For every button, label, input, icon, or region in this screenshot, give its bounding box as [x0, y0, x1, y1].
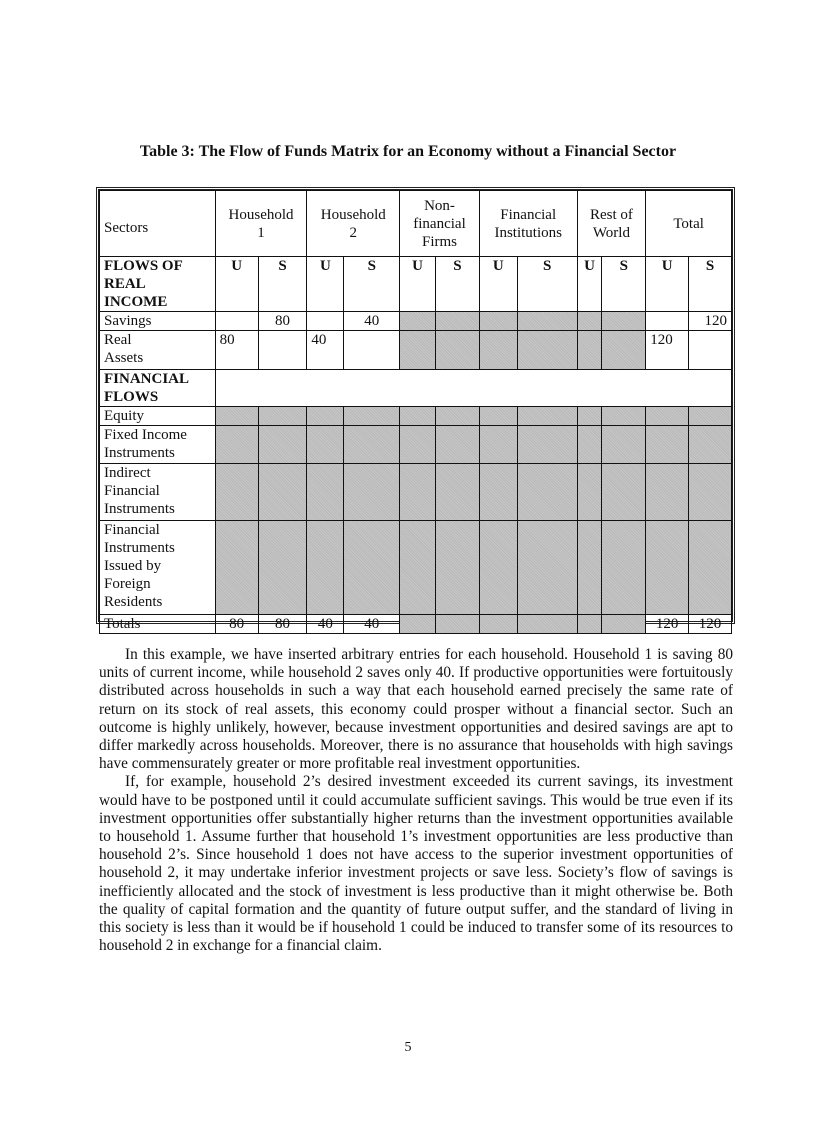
cell: 80 [258, 615, 307, 634]
shaded-cell [646, 407, 689, 426]
shaded-cell [400, 521, 436, 615]
col-label-line: 2 [349, 224, 358, 241]
shaded-cell [258, 521, 307, 615]
shaded-cell [577, 407, 602, 426]
source-header: S [344, 257, 400, 312]
shaded-cell [400, 426, 436, 464]
col-label-line: financial [413, 215, 466, 232]
shaded-cell [215, 521, 258, 615]
shaded-cell [689, 464, 732, 521]
table-row-totals [100, 615, 732, 634]
cell [307, 312, 344, 331]
col-label-line: Household [228, 206, 294, 223]
cell: 40 [344, 312, 400, 331]
cell: 80 [215, 615, 258, 634]
shaded-cell [307, 464, 344, 521]
shaded-cell [689, 407, 732, 426]
shaded-cell [400, 312, 436, 331]
paragraph: If, for example, household 2’s desired investment exceeded its current savings, its investment would have to be postponed until it could accumulate sufficient savings. This would be true even if its investment opportunities offer substantially higher returns than the investment opportunities available to household 1. Assume further that household 1’s investment opportunities are less productive than household 2’s. Since household 1 does not have access to the superior investment opportunities of household 2, it may undertake inferior investment projects or save less. Society’s flow of savings is inefficiently allocated and the stock of investment is less productive than it might otherwise be. Both the quality of capital formation and the quantity of future output suffer, and the standard of living in this society is less than it would be if household 1 could be induced to transfer some of its resources to household 2 in exchange for a financial claim. [99, 773, 733, 955]
blank-section-span [215, 370, 731, 407]
shaded-cell [646, 426, 689, 464]
shaded-cell [215, 426, 258, 464]
shaded-cell [307, 521, 344, 615]
table-row-indirect-financial [100, 464, 732, 521]
use-header: U [307, 257, 344, 312]
use-header: U [479, 257, 517, 312]
use-header: U [577, 257, 602, 312]
col-household-1 [215, 191, 307, 257]
cell [258, 331, 307, 370]
use-header: U [646, 257, 689, 312]
col-label-line: Household [320, 206, 386, 223]
source-header: S [258, 257, 307, 312]
table-row-real-assets [100, 331, 732, 370]
shaded-cell [400, 615, 436, 634]
shaded-cell [436, 312, 480, 331]
shaded-cell [344, 407, 400, 426]
source-header: S [517, 257, 577, 312]
cell: 80 [215, 331, 258, 370]
shaded-cell [400, 331, 436, 370]
col-label-line: Non- [424, 197, 455, 214]
row-label [100, 521, 216, 615]
shaded-cell [344, 464, 400, 521]
shaded-cell [436, 521, 480, 615]
shaded-cell [215, 464, 258, 521]
cell [215, 312, 258, 331]
source-header: S [689, 257, 732, 312]
shaded-cell [602, 426, 646, 464]
shaded-cell [602, 464, 646, 521]
row-label [100, 464, 216, 521]
row-label: Savings [100, 312, 216, 331]
flow-of-funds-table [99, 190, 732, 634]
shaded-cell [646, 521, 689, 615]
section-label-financial-flows: FINANCIAL FLOWS [100, 370, 216, 407]
shaded-cell [577, 615, 602, 634]
col-nonfinancial-firms [400, 191, 480, 257]
shaded-cell [258, 426, 307, 464]
shaded-cell [577, 331, 602, 370]
table-row-equity [100, 407, 732, 426]
table-title: Table 3: The Flow of Funds Matrix for an Economy without a Financial Sector [139, 143, 677, 160]
shaded-cell [517, 331, 577, 370]
row-label-text: Indirect Financial Instruments [104, 465, 175, 517]
corner-header: Sectors [100, 191, 216, 257]
section-row-real-income [100, 257, 732, 312]
flow-of-funds-table-frame [96, 187, 735, 632]
body-text [99, 646, 733, 955]
table-row-savings [100, 312, 732, 331]
shaded-cell [517, 615, 577, 634]
row-label-text: Financial Instruments Issued by Foreign Residents [104, 522, 175, 610]
col-label-line: 1 [257, 224, 265, 241]
shaded-cell [436, 615, 480, 634]
col-rest-of-world [577, 191, 646, 257]
col-label-line: World [592, 224, 630, 241]
section-row-financial-flows [100, 370, 732, 407]
shaded-cell [258, 464, 307, 521]
cell: 120 [689, 615, 732, 634]
shaded-cell [479, 331, 517, 370]
table-row-foreign-instruments [100, 521, 732, 615]
shaded-cell [517, 426, 577, 464]
shaded-cell [577, 426, 602, 464]
row-label [100, 331, 216, 370]
shaded-cell [344, 521, 400, 615]
shaded-cell [307, 426, 344, 464]
cell [689, 331, 732, 370]
shaded-cell [602, 312, 646, 331]
shaded-cell [258, 407, 307, 426]
col-financial-institutions [479, 191, 577, 257]
shaded-cell [517, 407, 577, 426]
shaded-cell [307, 407, 344, 426]
use-header: U [400, 257, 436, 312]
col-label-line: Rest of [589, 206, 633, 223]
shaded-cell [400, 464, 436, 521]
page-number: 5 [404, 1040, 412, 1055]
shaded-cell [436, 426, 480, 464]
row-label: Equity [100, 407, 216, 426]
col-label-line: Firms [422, 233, 458, 250]
cell [646, 312, 689, 331]
shaded-cell [479, 615, 517, 634]
shaded-cell [689, 426, 732, 464]
cell: 40 [307, 331, 344, 370]
row-label: Fixed Income Instruments [100, 426, 216, 464]
col-total [646, 191, 732, 257]
cell: 80 [258, 312, 307, 331]
cell: 40 [344, 615, 400, 634]
shaded-cell [479, 312, 517, 331]
cell [344, 331, 400, 370]
shaded-cell [479, 521, 517, 615]
paragraph: In this example, we have inserted arbitrary entries for each household. Household 1 is saving 80 units of current income, while household 2 saves only 40. If productive opportunities were fortuitously distributed across households in such a way that each household earned precisely the same rate of return on its stock of real assets, this economy could prosper without a financial sector. Such an outcome is highly unlikely, however, because investment opportunities and desired savings are apt to differ markedly across households. Moreover, there is no assurance that households with high savings have commensurately greater or more profitable real investment opportunities. [99, 646, 733, 773]
cell: 40 [307, 615, 344, 634]
use-header: U [215, 257, 258, 312]
shaded-cell [436, 407, 480, 426]
cell: 120 [646, 615, 689, 634]
shaded-cell [689, 521, 732, 615]
shaded-cell [479, 407, 517, 426]
shaded-cell [436, 464, 480, 521]
source-header: S [436, 257, 480, 312]
shaded-cell [517, 521, 577, 615]
col-label-line: Total [673, 215, 704, 232]
row-label-text: Real Assets [104, 332, 144, 366]
shaded-cell [400, 407, 436, 426]
cell: 120 [646, 331, 689, 370]
shaded-cell [646, 464, 689, 521]
shaded-cell [479, 426, 517, 464]
shaded-cell [602, 331, 646, 370]
shaded-cell [602, 615, 646, 634]
cell: 120 [689, 312, 732, 331]
col-label-line: Institutions [494, 224, 562, 241]
source-header: S [602, 257, 646, 312]
shaded-cell [215, 407, 258, 426]
shaded-cell [577, 521, 602, 615]
header-row [100, 191, 732, 257]
col-household-2 [307, 191, 400, 257]
shaded-cell [602, 521, 646, 615]
shaded-cell [517, 464, 577, 521]
row-label: Totals [100, 615, 216, 634]
shaded-cell [344, 426, 400, 464]
col-label-line: Financial [500, 206, 557, 223]
shaded-cell [577, 464, 602, 521]
table-row-fixed-income [100, 426, 732, 464]
shaded-cell [436, 331, 480, 370]
section-label-real-income: FLOWS OF REAL INCOME [100, 257, 216, 312]
shaded-cell [479, 464, 517, 521]
shaded-cell [577, 312, 602, 331]
shaded-cell [602, 407, 646, 426]
shaded-cell [517, 312, 577, 331]
